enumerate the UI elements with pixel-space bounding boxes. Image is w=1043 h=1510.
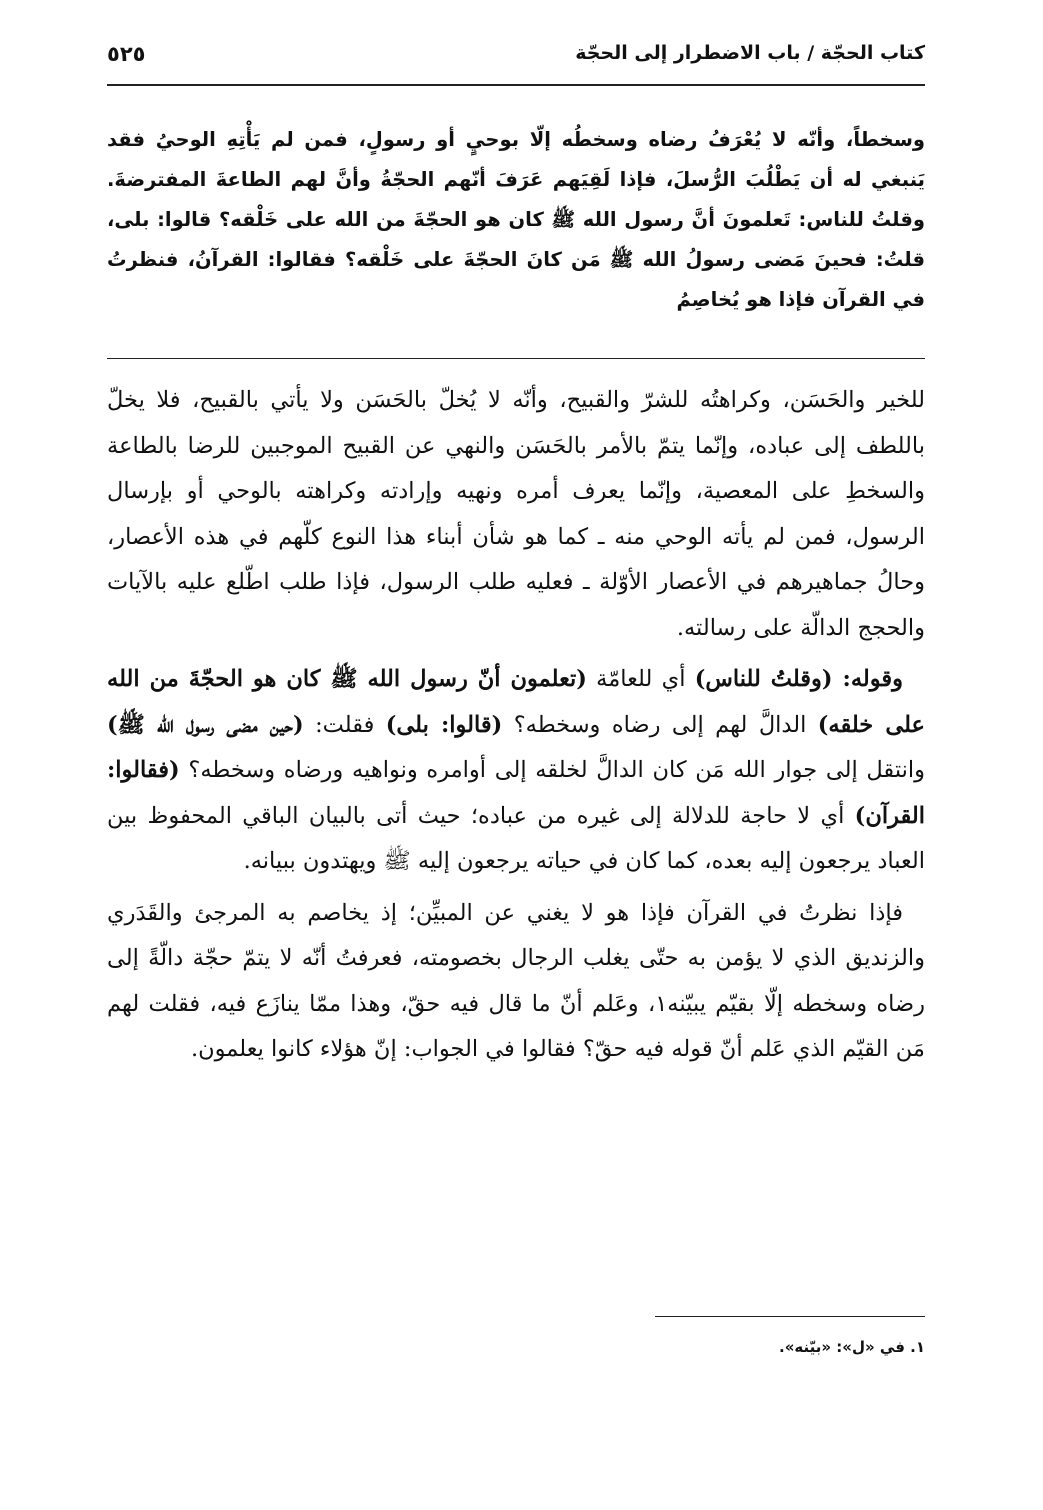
explanation-text: الدالَّ لهم إلى رضاه وسخطه؟ — [502, 711, 818, 738]
quote-text: (حين مضى رسول الله ﷺ) — [107, 711, 304, 738]
quote-text: (قالوا: بلى) — [385, 711, 503, 738]
explanation-text: أي لا حاجة للدلالة إلى غيره من عباده؛ حيث أتى بالبيان الباقي المحفوظ بين العباد يرجعون إليه بعده، كما كان في حياته يرجعون إليه ﷺ ويهتدون ببيانه. — [107, 802, 925, 874]
quote-text: (فقالوا: القرآن) — [107, 757, 925, 829]
hadith-text: وسخطاً، وأنّه لا يُعْرَفُ رضاه وسخطُه إلّا بوحيٍ أو رسولٍ، فمن لم يَأْتِهِ الوحيُ فقد يَنبغي له أن يَطْلُبَ الرُّسلَ، فإذا لَقِيَهم عَرَفَ أنّهم الحجّةُ وأنَّ لهم الطاعةَ المفترضةَ. وقلتُ للناس: تَعلمونَ أنَّ رسول الله ﷺ كان هو الحجّةَ من الله على خَلْقه؟ قالوا: بلى، قلتُ: فحينَ مَضى رسولُ الله ﷺ مَن كانَ الحجّةَ على خَلْقه؟ فقالوا: القرآنُ، فنظرتُ في القرآن فإذا هو يُخاصِمُ — [107, 128, 925, 311]
quote-text: (تعلمون أنّ رسول الله ﷺ كان هو الحجّةَ من الله على خلقه) — [107, 666, 925, 738]
quote-text: وقوله: (وقلتُ للناس) — [694, 666, 903, 692]
commentary — [107, 378, 925, 1073]
page-header — [107, 42, 925, 82]
commentary-paragraph-1: للخير والحَسَن، وكراهتُه للشرّ والقبيح، وأنّه لا يُخلّ بالحَسَن ولا يأتي بالقبيح، فلا يخلّ باللطف إلى عباده، وإنّما يتمّ بالأمر بالحَسَن والنهي عن القبيح الموجبين للرضا بالطاعة والسخطِ على المعصية، وإنّما يعرف أمره ونهيه وإرادته وكراهته بالوحي أو بإرسال الرسول، فمن لم يأته الوحي منه ـ كما هو شأن أبناء هذا النوع كلّهم في هذه الأعصار، وحالُ جماهيرهم في الأعصار الأوّلة ـ فعليه طلب الرسول، فإذا طلب اطّلع عليه بالآيات والحجج الدالّة على رسالته. — [107, 387, 925, 641]
running-head: كتاب الحجّة / باب الاضطرار إلى الحجّة — [575, 42, 925, 64]
explanation-text: فقلت: — [303, 711, 386, 738]
explanation-text: أي للعامّة — [586, 666, 695, 692]
footnote-rule — [655, 1316, 925, 1317]
explanation-text: وانتقل إلى جوار الله مَن كان الدالَّ لخلقه إلى أوامره ونواهيه ورضاه وسخطه؟ — [179, 757, 925, 783]
commentary-paragraph-2 — [107, 657, 925, 885]
header-rule — [107, 84, 925, 86]
text-separator-rule — [107, 358, 925, 359]
page-number: ٥٢٥ — [107, 42, 146, 66]
commentary-paragraph-3: فإذا نظرتُ في القرآن فإذا هو لا يغني عن المبيِّن؛ إذ يخاصم به المرجئ والقَدَري والزنديق الذي لا يؤمن به حتّى يغلب الرجال بخصومته، فعرفتُ أنّه لا يتمّ حجّة دالّةً إلى رضاه وسخطه إلّا بقيّم يبيّنه١، وعَلم أنّ ما قال فيه حقّ، وهذا ممّا ينازَع فيه، فقلت لهم مَن القيّم الذي عَلم أنّ قوله فيه حقّ؟ فقالوا في الجواب: إنّ هؤلاء كانوا يعلمون. — [107, 899, 925, 1062]
footnote: ١. في «ل»: «بيّنه». — [779, 1338, 925, 1356]
